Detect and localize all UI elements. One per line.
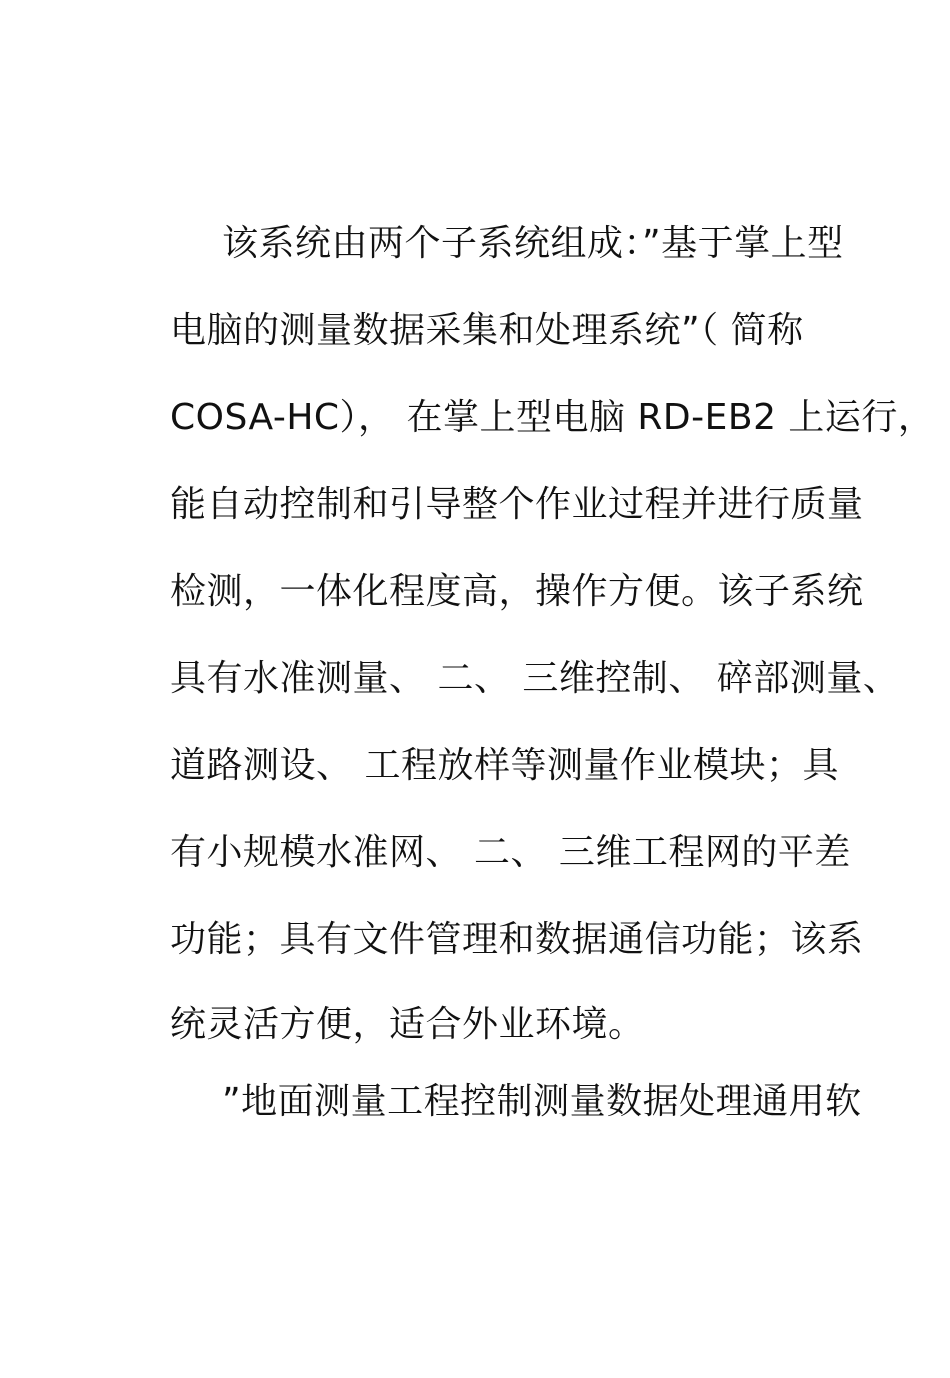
paragraph-line: 电脑的测量数据采集和处理系统”（ 简称 <box>170 310 804 351</box>
paragraph-line: 功能；具有文件管理和数据通信功能；该系 <box>170 919 864 960</box>
paragraph-line: 具有水准测量、 二、 三维控制、 碎部测量、 <box>170 658 900 699</box>
paragraph-line: 检测，一体化程度高，操作方便。该子系统 <box>170 571 864 612</box>
paragraph-line: 统灵活方便，适合外业环境。 <box>170 1004 645 1045</box>
paragraph-line: 道路测设、 工程放样等测量作业模块；具 <box>170 745 839 786</box>
paragraph-line: 该系统由两个子系统组成：”基于掌上型 <box>222 223 844 264</box>
paragraph-line: ”地面测量工程控制测量数据处理通用软 <box>222 1081 862 1122</box>
paragraph-line: COSA-HC）， 在掌上型电脑 RD-EB2 上运行， <box>170 397 935 438</box>
paragraph-line: 能自动控制和引导整个作业过程并进行质量 <box>170 484 864 525</box>
paragraph-line: 有小规模水准网、 二、 三维工程网的平差 <box>170 832 851 873</box>
